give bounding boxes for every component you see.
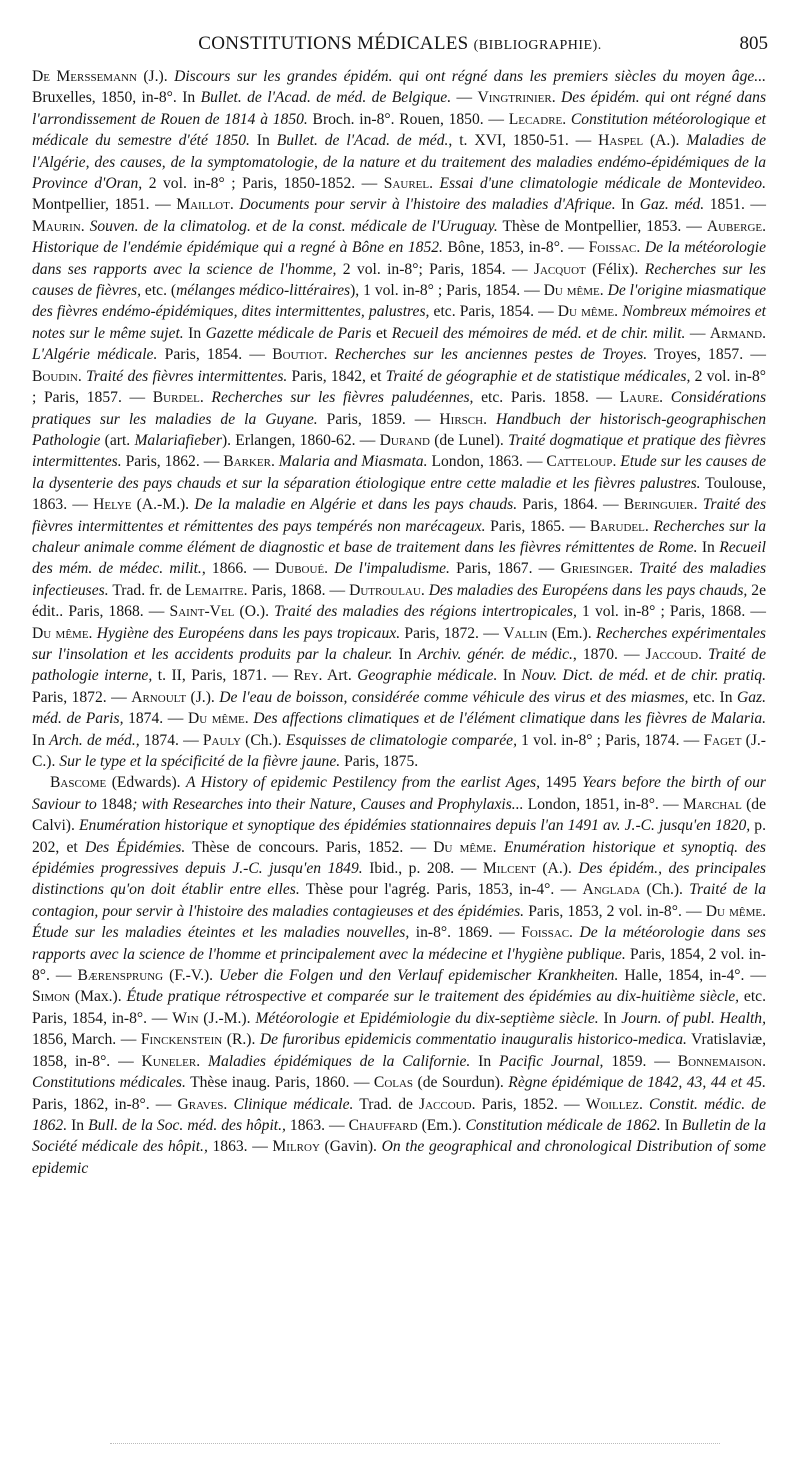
text-run: . (492, 838, 504, 856)
text-run: (de Lunel). (429, 431, 509, 449)
title-run: Archiv. génér. de médic. (417, 645, 573, 663)
text-run: . (420, 581, 429, 599)
text-run: (F.-V.). (163, 967, 220, 985)
author-name: Du même (187, 710, 245, 728)
text-run: Paris, 1872. — (32, 688, 132, 706)
text-run: In (392, 645, 418, 663)
title-run: Nouv. Dict. de méd. et de chir. pratiq. (521, 667, 767, 685)
title-run: Historique de l'endémie épidémique qui a regné à Bône en 1852. (32, 239, 443, 257)
bibliography-body (32, 66, 766, 1179)
title-run: Recherches sur les causes de fièvres, (32, 260, 766, 300)
text-run: . (77, 367, 86, 385)
text-run: p. 202, et (32, 817, 766, 856)
author-name: Helye (93, 496, 132, 514)
text-run: In (497, 667, 522, 685)
title-run: Bullet. de l'Acad. de méd. (276, 132, 449, 150)
title-run: L'Algérie médicale. (32, 346, 158, 364)
text-run: In (249, 132, 277, 150)
text-run: (Em.). (417, 1116, 466, 1134)
text-run: (de Sourdun). (413, 1074, 509, 1092)
text-run: (Ch.). (241, 731, 286, 749)
text-run: (Félix). (585, 260, 645, 278)
text-run: , t. XVI, 1850-51. — (448, 132, 599, 150)
title-run: Bullet. de l'Acad. de méd. de Belgique. (200, 89, 452, 107)
title-run: Bull. de la Soc. méd. des hôpit., (88, 1116, 286, 1134)
text-run: . (638, 1095, 649, 1113)
title-run: Étude sur les maladies éteintes et les maladies nouvelles, (32, 924, 410, 942)
text-run: (Em.). (547, 624, 596, 642)
text-run: . (762, 1052, 766, 1070)
title-run: Étude pratique rétrospective et comparée sur le traitement des épidémies au dix-huitième siècle, (126, 988, 740, 1006)
author-name: Saurel (383, 175, 430, 193)
title-run: Traité de la contagion, pour servir à l'histoire des maladies contagieuses et des épidémies. (32, 881, 766, 920)
title-run: Recherches sur la chaleur animale comme élément de diagnostic et base de traitement dans les fièvres rémittentes de Rome. (32, 517, 767, 556)
text-run: . (229, 196, 240, 214)
text-run: (Edwards). (106, 774, 187, 792)
title-run: Discours sur les grandes épidém. qui ont régné dans les premiers siècles du moyen âge... (174, 68, 766, 85)
text-run: 1863. — (285, 1116, 349, 1134)
title-run: Gaz. méd. de Paris, (32, 688, 766, 728)
title-run: Gaz. méd. (639, 196, 705, 214)
bibliography-paragraph (32, 772, 766, 1179)
title-run: De l'eau de boisson, considérée comme véhicule des virus et des miasmes, (219, 688, 689, 706)
title-run: Constitutions médicales. (32, 1074, 186, 1092)
title-run: Geographie médicale. (357, 667, 498, 685)
author-name: Du même (32, 624, 89, 642)
text-run: . Paris, 1868. — (243, 581, 350, 599)
text-run: Thèse inaug. Paris, 1860. — (185, 1074, 374, 1092)
text-run: (O.). (234, 603, 275, 621)
author-name: Faget (703, 731, 742, 749)
text-run: (J.). (136, 68, 175, 85)
running-title-sub: (BIBLIOGRAPHIE). (473, 38, 602, 53)
author-name: Auberge (706, 217, 763, 235)
title-run: Ueber die Folgen und den Verlauf epidemischer Krankheiten. (219, 967, 619, 985)
title-run: Constit. médic. de 1862. (32, 1095, 767, 1134)
text-run: . (629, 560, 640, 578)
author-name: Colas (373, 1074, 414, 1092)
text-run: Thèse de Montpellier, 1853. — (497, 217, 707, 235)
text-run: . (636, 239, 645, 257)
text-run: . (569, 924, 580, 942)
author-name: Jacquot (533, 260, 586, 278)
title-run: Météorologie et Epidémiologie du dix-septième siècle. (255, 1009, 599, 1027)
title-run: Arch. de méd., (49, 731, 140, 749)
title-run: Des Épidémies. (84, 838, 186, 856)
author-name: Maurin (32, 217, 81, 235)
text-run: (R.). (222, 1031, 260, 1049)
text-run: . (551, 89, 562, 107)
text-run: 1856, March. — (32, 1031, 141, 1049)
text-run: . (199, 389, 212, 407)
text-run: (Gavin). (319, 1138, 382, 1156)
author-name: Simon (32, 988, 71, 1006)
text-run: . (88, 624, 97, 642)
text-run: In (32, 731, 50, 749)
text-run: . (614, 303, 623, 321)
author-name: Lemaitre (185, 581, 244, 599)
author-name: Kuneler (141, 1052, 197, 1070)
text-run: Halle, 1854, in-4°. — (618, 967, 766, 985)
text-run: . (429, 175, 440, 193)
running-header (32, 33, 768, 59)
text-run: , 1870. — (572, 645, 646, 663)
text-run: 1 vol. in-8° ; Paris, 1874. — (516, 731, 704, 749)
text-run: 2 vol. in-8° ; Paris, 1850-1852. — (142, 175, 384, 193)
text-run: in-8°. 1869. — (409, 924, 522, 942)
text-run: Thèse pour l'agrég. Paris, 1853, in-4°. — (299, 881, 583, 899)
title-run: Essai d'une climatologie médicale de Montevideo. (439, 175, 767, 193)
running-title-main: CONSTITUTIONS MÉDICALES (198, 33, 469, 54)
author-name: Rey (293, 667, 319, 685)
text-run: . (483, 410, 496, 428)
text-run: — (451, 89, 478, 107)
title-run: De l'impaludisme. (334, 560, 450, 578)
author-name: Vingtrinier (477, 89, 552, 107)
text-run: ). Erlangen, 1860-62. — (221, 431, 380, 449)
title-run: Pacific Journal, (499, 1052, 604, 1070)
title-run: Constitution météorologique et médicale du semestre d'été 1850. (32, 110, 766, 150)
text-run: Paris, 1862, in-8°. — (32, 1095, 178, 1113)
text-run: Broch. in-8°. Rouen, 1850. — (307, 110, 509, 128)
author-name: Laure (619, 389, 660, 407)
text-run: . (223, 1095, 234, 1113)
title-run: Des épidém., des principales distinctions qu'on doit établir entre elles. (32, 860, 766, 899)
text-run: etc. Paris. 1858. — (473, 389, 620, 407)
title-run: Sur le type et la spécificité de la fièvre jaune. (59, 753, 341, 770)
text-run: London, 1851, in-8°. — (523, 795, 683, 813)
author-name: Win (172, 1009, 199, 1027)
text-run: ), 1 vol. in-8° ; Paris, 1854. — (350, 282, 544, 300)
author-name: Boutiot (272, 346, 324, 364)
title-run: Enumération historique et synoptique des épidémies stationnaires depuis l'an 1491 av. J.-C. jusqu'en 1820, (79, 817, 751, 835)
text-run: Montpellier, 1851. — (32, 196, 177, 214)
author-name: Haspel (598, 132, 644, 150)
text-run: . (612, 453, 621, 471)
author-name: Milroy (272, 1138, 320, 1156)
author-name: Jaccoud (645, 645, 699, 663)
author-name: Duboué (275, 560, 325, 578)
text-run: 1848 (96, 795, 133, 813)
title-run: Traité dogmatique et pratique des fièvres intermittentes. (32, 431, 766, 471)
title-run: Bulletin de la Société médicale des hôpit., (32, 1116, 766, 1156)
text-run: Trad. de (353, 1095, 420, 1113)
text-run: (J.-C.). (32, 731, 766, 770)
title-run: On the geographical and chronological Distribution of some epidemic (32, 1138, 766, 1177)
author-name: Du même (557, 303, 615, 321)
text-run: In (67, 1116, 89, 1134)
text-run: . Art. (318, 667, 358, 685)
text-run: In (598, 1009, 622, 1027)
text-run: (A.). (643, 132, 687, 150)
title-run: Souven. de la climatolog. et de la const. médicale de l'Uruguay. (89, 217, 498, 235)
text-run: Paris, 1867. — (449, 560, 561, 578)
author-name: Dutroulau (349, 581, 421, 599)
title-run: ; with Researches into their Nature, Causes and Prophylaxis... (132, 795, 524, 813)
author-name: Marchal (682, 795, 742, 813)
text-run: In (183, 324, 206, 342)
author-name: Barudel (589, 517, 645, 535)
title-run: Handbuch der historisch-geographischen Pathologie (32, 410, 766, 449)
author-name: Burdel (152, 389, 200, 407)
text-run: In (697, 538, 720, 556)
author-name: Hirsch (439, 410, 484, 428)
text-run: (art. (100, 431, 135, 449)
text-run: . (644, 517, 654, 535)
author-name: Jaccoud (419, 1095, 472, 1113)
author-name: Bascome (50, 774, 107, 792)
text-run: etc. ( (141, 282, 177, 300)
text-run: Paris, 1853, 2 vol. in-8°. — (524, 902, 706, 920)
author-name: Merssemann (56, 68, 137, 85)
text-run: . (196, 1052, 208, 1070)
text-run: . (698, 645, 708, 663)
author-name: Anglada (582, 881, 641, 899)
text-run: In (615, 196, 640, 214)
text-run: (A.). (535, 860, 579, 878)
text-run: Paris, 1854, 2 vol. in-8°. — (32, 945, 766, 985)
title-run: Nombreux mémoires et notes sur le même sujet. (32, 303, 766, 342)
author-name: Catteloup (546, 453, 613, 471)
title-run: De la météorologie dans ses rapports avec la science de l'homme, (32, 239, 767, 278)
title-run: Constitution médicale de 1862. (465, 1116, 661, 1134)
text-run: (de Calvi). (32, 795, 767, 835)
title-run: Gazette médicale de Paris (205, 324, 372, 342)
text-run: 1 vol. in-8° ; Paris, 1868. — (576, 603, 766, 621)
text-run: Paris, 1865. — (485, 517, 590, 535)
text-run: 1859. — (603, 1052, 678, 1070)
text-run: — (685, 324, 710, 342)
bibliography-paragraph (32, 66, 766, 772)
author-name: Vallin (503, 624, 548, 642)
title-run: Traité des fièvres intermittentes. (85, 367, 288, 385)
text-run: (J.). (186, 688, 220, 706)
text-run: Bône, 1853, in-8°. — (442, 239, 589, 257)
title-run: Règne épidémique de 1842, 43, 44 et 45. (508, 1074, 766, 1092)
title-run: De la maladie en Algérie et dans les pays chauds. (194, 496, 518, 514)
author-name: Woillez (585, 1095, 639, 1113)
text-run: (A.-M.). (131, 496, 195, 514)
author-name: Chauffard (348, 1116, 418, 1134)
author-name: Du même (433, 838, 493, 856)
title-run: Maladies de l'Algérie, des causes, de la symptomatologie, de la nature et du traitement des maladies endémo-épidémiques de la Province d'Oran, (32, 132, 766, 193)
text-run: Paris, 1864. — (517, 496, 624, 514)
author-name: De (32, 68, 57, 85)
author-name: Bærensprung (77, 967, 164, 985)
author-name: Griesinger (560, 560, 630, 578)
title-run: Enumération historique et synoptiq. des épidémies progressives depuis J.-C. jusqu'en 1849. (32, 838, 767, 878)
text-run: (Max.). (70, 988, 127, 1006)
author-name: Graves (177, 1095, 224, 1113)
title-run: Traité de géographie et de statistique médicales, (385, 367, 691, 385)
author-name: Foissac (588, 239, 637, 257)
title-run: Malaria and Miasmata. (278, 453, 428, 471)
author-name: Maillot (176, 196, 230, 214)
title-run: Maladies épidémiques de la Californie. (207, 1052, 471, 1070)
author-name: Barker (223, 453, 271, 471)
title-run: Clinique médicale. (233, 1095, 354, 1113)
text-run: 1863. — (207, 1138, 273, 1156)
text-run: 2e édit.. Paris, 1868. — (32, 581, 767, 621)
title-run: Etude sur les causes de la dysenterie des pays chauds et sur la séparation étiologique entre cette maladie et les fièvres palustres. (32, 453, 767, 492)
text-run: Paris, 1842, et (287, 367, 386, 385)
title-run: Des maladies des Européens dans les pays chauds, (428, 581, 748, 599)
title-run: De furoribus epidemicis commentatio inauguralis historico-medica. (259, 1031, 687, 1049)
text-run: . (244, 710, 254, 728)
title-run: mélanges médico-littéraires (176, 282, 351, 300)
text-run: Paris, 1854. — (157, 346, 273, 364)
title-run: Malariafieber (134, 431, 222, 449)
title-run: Recherches sur les anciennes pestes de Troyes. (334, 346, 648, 364)
author-name: Du même (705, 902, 763, 920)
author-name: Durand (379, 431, 430, 449)
author-name: Beringuier (623, 496, 694, 514)
text-run: . (762, 217, 767, 235)
text-run: Paris, 1875. (340, 753, 419, 770)
text-run: 1874. — (139, 731, 203, 749)
author-name: Saint-Vel (169, 603, 235, 621)
title-run: Esquisses de climatologie comparée, (285, 731, 517, 749)
title-run: Recherches sur les fièvres paludéennes, (211, 389, 474, 407)
title-run: A History of epidemic Pestilency from the earlist Ages, (186, 774, 541, 792)
text-run: (Ch.). (640, 881, 690, 899)
text-run: 2 vol. in-8° ; Paris, 1857. — (32, 367, 766, 407)
text-run: Paris, 1862. — (121, 453, 224, 471)
text-run: etc. In (688, 688, 737, 706)
text-run: etc. Paris, 1854, in-8°. — (32, 988, 766, 1027)
author-name: Finckenstein (140, 1031, 223, 1049)
text-run: 1851. — (704, 196, 766, 214)
title-run: Traité des maladies des régions intertropicales, (274, 603, 577, 621)
title-run: Hygiène des Européens dans les pays tropicaux. (96, 624, 401, 642)
author-name: Lecadre (508, 110, 563, 128)
author-name: Foissac (521, 924, 570, 942)
text-run: . (659, 389, 671, 407)
text-run: . (324, 560, 335, 578)
title-run: Traité des maladies infectieuses. (32, 560, 767, 599)
page-number: 805 (739, 33, 768, 54)
title-run: Years before the birth of our Saviour to (32, 774, 767, 813)
author-name: Arnoult (131, 688, 187, 706)
title-run: Des affections climatiques et de l'élément climatique dans les fièvres de Malaria. (253, 710, 767, 728)
text-run: Ibid., p. 208. — (362, 860, 483, 878)
author-name: Milcent (482, 860, 536, 878)
text-run: . (762, 324, 767, 342)
title-run: Traité de pathologie interne, (32, 645, 766, 685)
page-footer-rule (110, 1443, 720, 1446)
text-run: t. II, Paris, 1871. — (152, 667, 294, 685)
text-run: Vratislaviæ, 1858, in-8°. — (32, 1031, 766, 1070)
title-run: Considérations pratiques sur les maladies de la Guyane. (32, 389, 767, 428)
text-run: Bruxelles, 1850, in-8°. In (32, 89, 201, 107)
text-run: (J.-M.). (198, 1009, 256, 1027)
text-run: . (599, 282, 608, 300)
text-run: In (470, 1052, 500, 1070)
text-run: Toulouse, 1863. — (32, 474, 766, 514)
text-run: . (562, 110, 571, 128)
text-run: , 1866. — (201, 560, 276, 578)
title-run: De l'origine miasmatique des fièvres endémo-épidémiques, dites intermittentes, palustres, (32, 282, 766, 321)
text-run: 1874. — (123, 710, 188, 728)
text-run: London, 1863. — (427, 453, 547, 471)
text-run: . (270, 453, 279, 471)
text-run: 2 vol. in-8°; Paris, 1854. — (336, 260, 534, 278)
author-name: Boudin (32, 367, 78, 385)
text-run: 1495 (540, 774, 583, 792)
text-run: In (660, 1116, 682, 1134)
text-run: etc. Paris, 1854. — (429, 303, 558, 321)
running-title (32, 33, 768, 55)
text-run: . (693, 496, 703, 514)
title-run: Recueil des mémoires de méd. et de chir. milit. (391, 324, 686, 342)
author-name: Du même (543, 282, 600, 300)
text-run: . (80, 217, 90, 235)
author-name: Armand (709, 324, 763, 342)
author-name: Pauly (202, 731, 241, 749)
title-run: Journ. of publ. Health, (621, 1009, 766, 1027)
text-run: . (323, 346, 335, 364)
author-name: Bonnemaison (677, 1052, 763, 1070)
title-run: Documents pour servir à l'histoire des maladies d'Afrique. (239, 196, 616, 214)
title-run: Recherches expérimentales sur l'insolation et les accidents produits par la chaleur. (32, 624, 766, 663)
text-run: . Paris, 1852. — (471, 1095, 586, 1113)
text-run: Paris, 1872. — (400, 624, 504, 642)
text-run: . (762, 902, 767, 920)
text-run: et (371, 324, 392, 342)
text-run: Trad. fr. de (108, 581, 186, 599)
text-run: Paris, 1859. — (317, 410, 440, 428)
title-run: Des épidém. qui ont régné dans l'arrondissement de Rouen de 1814 à 1850. (32, 89, 767, 128)
title-run: Recueil des mém. de médec. milit. (32, 538, 766, 578)
title-run: Traité des fièvres intermittentes et rémittentes des pays tempérés non marécageux. (32, 496, 767, 535)
text-run: Thèse de concours. Paris, 1852. — (185, 838, 434, 856)
text-run: Troyes, 1857. — (647, 346, 766, 364)
title-run: De la météorologie dans ses rapports avec la science de l'homme et principalement avec la médecine et l'hygiène publique. (32, 924, 767, 963)
